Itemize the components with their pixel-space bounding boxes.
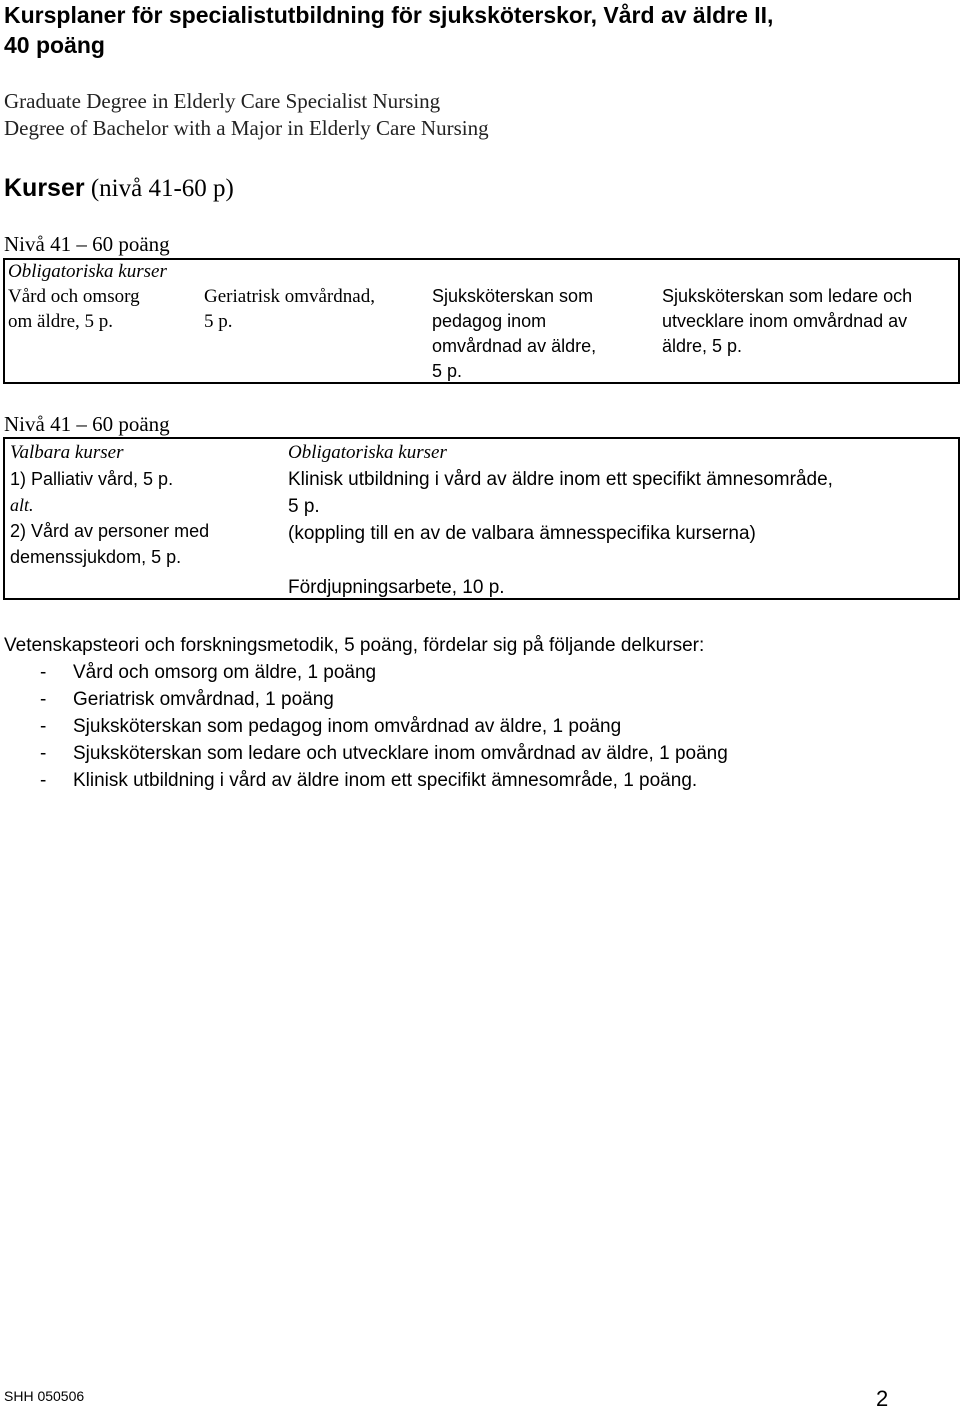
course-2-line-2: 5 p.: [204, 311, 233, 332]
list-item-text: Sjuksköterskan som ledare och utvecklare inom omvårdnad av äldre, 1 poäng: [73, 743, 728, 764]
elective-item-1: 1) Palliativ vård, 5 p.: [10, 469, 174, 489]
course-cell-2: [204, 284, 375, 334]
thesis-course: Fördjupningsarbete, 10 p.: [288, 577, 505, 598]
list-dash: -: [40, 662, 47, 683]
course-1-line-1: Vård och omsorg: [8, 286, 140, 307]
title-line-2: 40 poäng: [4, 32, 105, 58]
elective-item-2-line-2: demenssjukdom, 5 p.: [10, 547, 182, 567]
course-cell-3: [432, 284, 596, 384]
course-3-line-4: 5 p.: [432, 361, 463, 381]
mandatory-courses-label: Obligatoriska kurser: [8, 261, 167, 282]
course-4-line-3: äldre, 5 p.: [662, 336, 743, 356]
subtitle-english-2: Degree of Bachelor with a Major in Elderly Care Nursing: [4, 116, 489, 140]
clinical-courses-label: Obligatoriska kurser: [288, 442, 447, 463]
list-dash: -: [40, 716, 47, 737]
elective-courses-label: Valbara kurser: [10, 442, 124, 463]
course-4-line-2: utvecklare inom omvårdnad av: [662, 311, 908, 331]
list-dash: -: [40, 770, 47, 791]
clinical-course-line-1: Klinisk utbildning i vård av äldre inom ett specifikt ämnesområde,: [288, 469, 833, 490]
methods-intro: Vetenskapsteori och forskningsmetodik, 5 poäng, fördelar sig på följande delkurser:: [4, 635, 705, 656]
course-3-line-2: pedagog inom: [432, 311, 547, 331]
document-title: [4, 0, 954, 60]
list-item-text: Klinisk utbildning i vård av äldre inom ett specifikt ämnesområde, 1 poäng.: [73, 770, 698, 791]
course-2-line-1: Geriatrisk omvårdnad,: [204, 286, 375, 307]
course-3-line-1: Sjuksköterskan som: [432, 286, 594, 306]
clinical-course-note: (koppling till en av de valbara ämnesspecifika kurserna): [288, 523, 756, 544]
section2-level: Nivå 41 – 60 poäng: [4, 412, 170, 436]
course-4-line-1: Sjuksköterskan som ledare och: [662, 286, 913, 306]
elective-alt: alt.: [10, 495, 34, 515]
list-item-text: Sjuksköterskan som pedagog inom omvårdnad av äldre, 1 poäng: [73, 716, 622, 737]
course-cell-1: [8, 284, 140, 334]
courses-heading-bold: Kurser: [4, 174, 85, 202]
footer-page-number: 2: [876, 1386, 889, 1411]
list-item-text: Geriatrisk omvårdnad, 1 poäng: [73, 689, 334, 710]
list-dash: -: [40, 743, 47, 764]
elective-item-2-line-1: 2) Vård av personer med: [10, 521, 210, 541]
footer-document-code: SHH 050506: [4, 1388, 85, 1404]
list-dash: -: [40, 689, 47, 710]
course-cell-4: [662, 284, 912, 359]
courses-heading-level: (nivå 41-60 p): [84, 175, 234, 202]
list-item-text: Vård och omsorg om äldre, 1 poäng: [73, 662, 377, 683]
course-1-line-2: om äldre, 5 p.: [8, 311, 114, 332]
clinical-courses-cell: [288, 439, 833, 601]
title-line-1: Kursplaner för specialistutbildning för sjuksköterskor, Vård av äldre II,: [4, 2, 774, 28]
elective-courses-cell: [10, 440, 209, 570]
clinical-course-line-2: 5 p.: [288, 496, 320, 517]
courses-heading: [4, 172, 234, 205]
section1-level: Nivå 41 – 60 poäng: [4, 232, 170, 256]
subtitle-english-1: Graduate Degree in Elderly Care Specialist Nursing: [4, 89, 441, 113]
course-3-line-3: omvårdnad av äldre,: [432, 336, 597, 356]
